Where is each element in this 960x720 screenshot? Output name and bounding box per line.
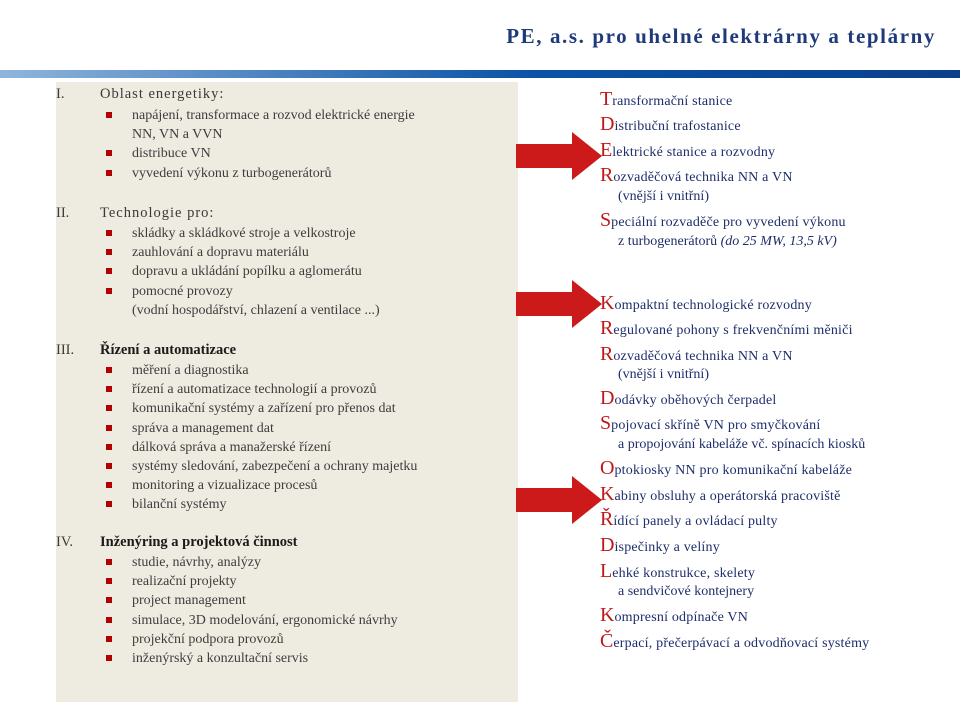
list-item	[104, 282, 380, 301]
bullet-icon	[106, 405, 112, 411]
section-number: II.	[56, 205, 70, 221]
product-text: ptokiosky NN pro komunikační kabeláže	[614, 463, 853, 478]
list-item-text: dálková správa a manažerské řízení	[132, 439, 332, 455]
list-item-text: simulace, 3D modelování, ergonomické návrhy	[132, 612, 398, 628]
section-heading	[56, 205, 214, 222]
list-item	[104, 649, 398, 668]
product-item	[600, 604, 748, 627]
list-item	[104, 399, 417, 418]
product-item	[600, 88, 732, 111]
list-item-text: pomocné provozy	[132, 283, 233, 299]
list-item-text: správa a management dat	[132, 420, 274, 436]
bullet-icon	[106, 150, 112, 156]
product-item	[600, 387, 777, 410]
product-text: ompaktní technologické rozvodny	[614, 298, 812, 313]
section-heading	[56, 342, 236, 359]
bullet-icon	[106, 170, 112, 176]
initial-letter: R	[600, 343, 614, 365]
product-item	[600, 292, 812, 315]
product-text: erpací, přečerpávací a odvodňovací systémy	[613, 636, 870, 651]
product-text: peciální rozvaděče pro vyvedení výkonu	[611, 215, 846, 230]
product-subtext-main: z turbogenerátorů	[618, 234, 718, 249]
product-item	[600, 139, 775, 162]
header	[0, 0, 960, 62]
product-item	[600, 164, 793, 187]
bullet-icon	[106, 501, 112, 507]
product-text: odávky oběhových čerpadel	[614, 393, 777, 408]
product-text: ídící panely a ovládací pulty	[613, 514, 778, 529]
product-text: pojovací skříně VN pro smyčkování	[611, 418, 821, 433]
header-rule	[0, 70, 960, 78]
product-text: ispečinky a velíny	[614, 540, 720, 555]
bullet-icon	[106, 482, 112, 488]
list-item	[104, 553, 398, 572]
list-item-text: (vodní hospodářství, chlazení a ventilace ...)	[132, 302, 380, 318]
product-text: istribuční trafostanice	[614, 119, 741, 134]
bullet-icon	[106, 112, 112, 118]
page-title: PE, a.s. pro uhelné elektrárny a teplárny	[506, 24, 936, 48]
list-item-text: systémy sledování, zabezpečení a ochrany majetku	[132, 458, 418, 474]
list-item-text: napájení, transformace a rozvod elektrické energie	[132, 108, 415, 123]
list-item	[104, 361, 417, 380]
list-item-text: NN, VN a VVN	[132, 127, 223, 143]
section-title: Řízení a automatizace	[100, 342, 237, 358]
arrow-right-icon	[516, 476, 602, 524]
bullet-icon	[106, 655, 112, 661]
product-subtext: (vnější i vnitřní)	[618, 189, 709, 204]
section-number: III.	[56, 342, 75, 358]
list-item	[104, 243, 380, 262]
list-item-text: řízení a automatizace technologií a provozů	[132, 382, 377, 398]
product-item	[600, 209, 846, 232]
product-subtext: a propojování kabeláže vč. spínacích kiosků	[618, 437, 866, 452]
product-text: egulované pohony s frekvenčními měniči	[613, 323, 853, 338]
list-item	[104, 262, 380, 281]
list-item-text: realizační projekty	[132, 574, 237, 590]
section-heading	[56, 86, 224, 103]
section-title: Oblast energetiky:	[100, 86, 225, 102]
product-item	[600, 412, 820, 435]
list-item-text: projekční podpora provozů	[132, 631, 284, 647]
arrow-right-icon	[516, 280, 602, 328]
initial-letter: K	[600, 483, 615, 505]
list-item-text: zauhlování a dopravu materiálu	[132, 245, 309, 261]
list-item	[104, 164, 415, 183]
product-item	[600, 343, 793, 366]
section-list	[104, 553, 398, 668]
initial-letter: K	[600, 292, 615, 314]
section-number: I.	[56, 86, 65, 102]
product-subtext: a sendvičové kontejnery	[618, 584, 755, 599]
list-item-text: distribuce VN	[132, 146, 211, 162]
initial-letter: K	[600, 604, 615, 626]
list-item-text: studie, návrhy, analýzy	[132, 555, 261, 570]
bullet-icon	[106, 288, 112, 294]
product-text: ehké konstrukce, skelety	[612, 566, 756, 581]
list-item-text: vyvedení výkonu z turbogenerátorů	[132, 165, 332, 181]
list-item	[104, 591, 398, 610]
section-title: Inženýring a projektová činnost	[100, 534, 298, 550]
list-item	[104, 224, 380, 243]
product-item	[600, 630, 869, 653]
initial-letter: D	[600, 387, 615, 409]
list-item-text: skládky a skládkové stroje a velkostroje	[132, 226, 356, 241]
section-list	[104, 361, 417, 515]
list-item-text: project management	[132, 593, 246, 609]
initial-letter: O	[600, 457, 615, 479]
product-text: ransformační stanice	[612, 94, 733, 109]
bullet-icon	[106, 578, 112, 584]
list-item	[104, 106, 415, 125]
list-item-text: dopravu a ukládání popílku a aglomerátu	[132, 264, 362, 280]
product-item	[600, 534, 720, 557]
initial-letter: S	[600, 412, 612, 434]
section-heading	[56, 534, 298, 551]
initial-letter: Ř	[600, 508, 614, 530]
initial-letter: Č	[600, 630, 614, 652]
initial-letter: R	[600, 164, 614, 186]
initial-letter: D	[600, 113, 615, 135]
product-item	[600, 317, 853, 340]
list-item	[104, 572, 398, 591]
initial-letter: L	[600, 560, 613, 582]
section-number: IV.	[56, 534, 74, 550]
section-list	[104, 106, 415, 183]
bullet-icon	[106, 597, 112, 603]
product-subtext: (vnější i vnitřní)	[618, 367, 709, 382]
bullet-icon	[106, 249, 112, 255]
list-item	[104, 611, 398, 630]
product-item	[600, 508, 778, 531]
bullet-icon	[106, 444, 112, 450]
list-item	[104, 125, 415, 144]
product-item	[600, 560, 755, 583]
list-item	[104, 438, 417, 457]
list-item	[104, 476, 417, 495]
product-item	[600, 457, 852, 480]
product-text: ompresní odpínače VN	[614, 610, 749, 625]
bullet-icon	[106, 617, 112, 623]
list-item	[104, 419, 417, 438]
product-subtext	[618, 234, 837, 250]
bullet-icon	[106, 386, 112, 392]
initial-letter: S	[600, 209, 612, 231]
list-item	[104, 380, 417, 399]
list-item	[104, 301, 380, 320]
bullet-icon	[106, 559, 112, 565]
product-text: abiny obsluhy a operátorská pracoviště	[614, 489, 841, 504]
bullet-icon	[106, 425, 112, 431]
section-list	[104, 224, 380, 320]
list-item	[104, 495, 417, 514]
list-item	[104, 630, 398, 649]
list-item-text: bilanční systémy	[132, 497, 227, 513]
bullet-icon	[106, 230, 112, 236]
product-text: lektrické stanice a rozvodny	[612, 145, 776, 160]
list-item	[104, 144, 415, 163]
bullet-icon	[106, 463, 112, 469]
list-item-text: monitoring a vizualizace procesů	[132, 478, 318, 494]
product-text: ozvaděčová technika NN a VN	[613, 170, 793, 185]
bullet-icon	[106, 367, 112, 373]
list-item-text: měření a diagnostika	[132, 363, 249, 378]
bullet-icon	[106, 636, 112, 642]
list-item-text: inženýrský a konzultační servis	[132, 650, 309, 666]
section-title: Technologie pro:	[100, 205, 215, 221]
bullet-icon	[106, 268, 112, 274]
list-item-text: komunikační systémy a zařízení pro přenos dat	[132, 401, 396, 417]
initial-letter: D	[600, 534, 615, 556]
product-item	[600, 113, 741, 136]
initial-letter: R	[600, 317, 614, 339]
product-text: ozvaděčová technika NN a VN	[613, 349, 793, 364]
arrow-right-icon	[516, 132, 602, 180]
initial-letter: T	[600, 88, 613, 110]
product-item	[600, 483, 841, 506]
list-item	[104, 457, 417, 476]
initial-letter: E	[600, 139, 613, 161]
product-subtext-extra: (do 25 MW, 13,5 kV)	[720, 234, 837, 249]
